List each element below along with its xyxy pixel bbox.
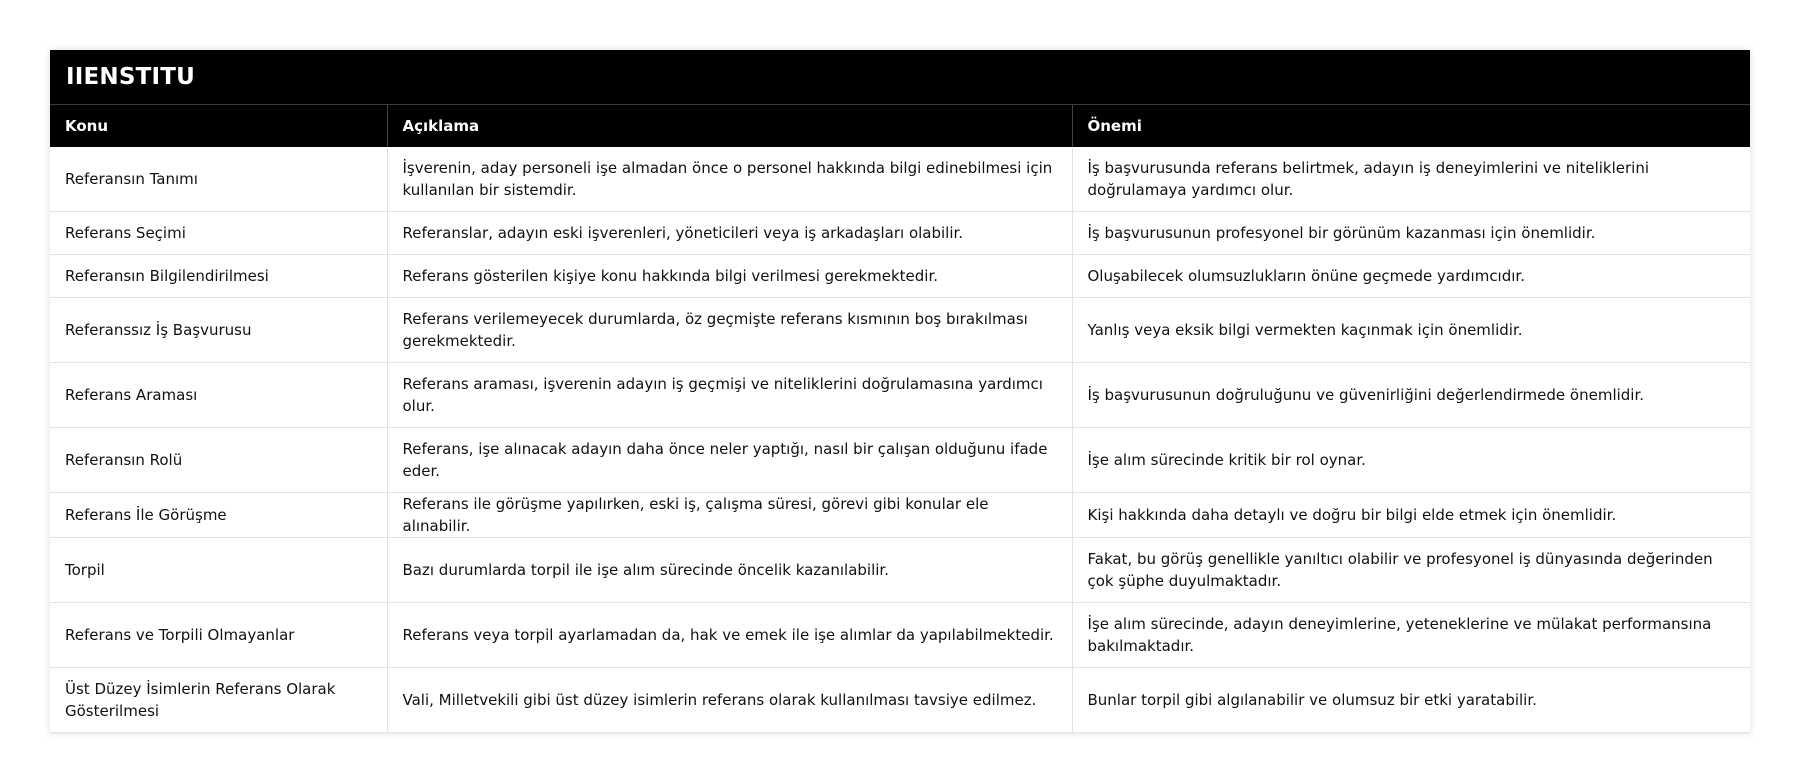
brand-title: IIENSTITU <box>50 50 1750 105</box>
column-header-konu: Konu <box>50 105 387 147</box>
cell-konu: Referans İle Görüşme <box>50 493 387 538</box>
cell-aciklama: Referans ile görüşme yapılırken, eski iş, çalışma süresi, görevi gibi konular ele alınabilir. <box>387 493 1072 538</box>
cell-aciklama: Vali, Milletvekili gibi üst düzey isimlerin referans olarak kullanılması tavsiye edilmez. <box>387 668 1072 733</box>
cell-onemi: İş başvurusunun profesyonel bir görünüm kazanması için önemlidir. <box>1072 212 1750 255</box>
table-row <box>50 538 1750 603</box>
cell-konu: Referansın Tanımı <box>50 147 387 212</box>
cell-onemi: İş başvurusunun doğruluğunu ve güvenirliğini değerlendirmede önemlidir. <box>1072 363 1750 428</box>
table-row <box>50 255 1750 298</box>
reference-table-card <box>50 50 1750 733</box>
table-row <box>50 298 1750 363</box>
cell-konu: Referans ve Torpili Olmayanlar <box>50 603 387 668</box>
cell-aciklama: Referans, işe alınacak adayın daha önce neler yaptığı, nasıl bir çalışan olduğunu ifade eder. <box>387 428 1072 493</box>
cell-aciklama: Bazı durumlarda torpil ile işe alım sürecinde öncelik kazanılabilir. <box>387 538 1072 603</box>
cell-konu: Referansın Bilgilendirilmesi <box>50 255 387 298</box>
table-row <box>50 428 1750 493</box>
reference-table <box>50 105 1750 733</box>
column-header-aciklama: Açıklama <box>387 105 1072 147</box>
cell-aciklama: İşverenin, aday personeli işe almadan önce o personel hakkında bilgi edinebilmesi için kullanılan bir sistemdir. <box>387 147 1072 212</box>
column-header-onemi: Önemi <box>1072 105 1750 147</box>
table-row <box>50 363 1750 428</box>
table-row <box>50 147 1750 212</box>
cell-aciklama: Referans verilemeyecek durumlarda, öz geçmişte referans kısmının boş bırakılması gerekmektedir. <box>387 298 1072 363</box>
cell-onemi: İşe alım sürecinde kritik bir rol oynar. <box>1072 428 1750 493</box>
cell-konu: Torpil <box>50 538 387 603</box>
cell-konu: Üst Düzey İsimlerin Referans Olarak Gösterilmesi <box>50 668 387 733</box>
cell-onemi: İş başvurusunda referans belirtmek, adayın iş deneyimlerini ve niteliklerini doğrulamaya yardımcı olur. <box>1072 147 1750 212</box>
table-row <box>50 493 1750 538</box>
cell-onemi: Kişi hakkında daha detaylı ve doğru bir bilgi elde etmek için önemlidir. <box>1072 493 1750 538</box>
cell-aciklama: Referans veya torpil ayarlamadan da, hak ve emek ile işe alımlar da yapılabilmektedir. <box>387 603 1072 668</box>
cell-konu: Referanssız İş Başvurusu <box>50 298 387 363</box>
cell-onemi: Oluşabilecek olumsuzlukların önüne geçmede yardımcıdır. <box>1072 255 1750 298</box>
table-row <box>50 603 1750 668</box>
table-row <box>50 668 1750 733</box>
cell-onemi: Bunlar torpil gibi algılanabilir ve olumsuz bir etki yaratabilir. <box>1072 668 1750 733</box>
cell-konu: Referans Seçimi <box>50 212 387 255</box>
table-header-row <box>50 105 1750 147</box>
cell-aciklama: Referans araması, işverenin adayın iş geçmişi ve niteliklerini doğrulamasına yardımcı olur. <box>387 363 1072 428</box>
cell-aciklama: Referans gösterilen kişiye konu hakkında bilgi verilmesi gerekmektedir. <box>387 255 1072 298</box>
cell-konu: Referansın Rolü <box>50 428 387 493</box>
table-row <box>50 212 1750 255</box>
cell-onemi: İşe alım sürecinde, adayın deneyimlerine, yeteneklerine ve mülakat performansına bakılmaktadır. <box>1072 603 1750 668</box>
cell-onemi: Fakat, bu görüş genellikle yanıltıcı olabilir ve profesyonel iş dünyasında değerinden çok şüphe duyulmaktadır. <box>1072 538 1750 603</box>
cell-onemi: Yanlış veya eksik bilgi vermekten kaçınmak için önemlidir. <box>1072 298 1750 363</box>
cell-aciklama: Referanslar, adayın eski işverenleri, yöneticileri veya iş arkadaşları olabilir. <box>387 212 1072 255</box>
cell-konu: Referans Araması <box>50 363 387 428</box>
